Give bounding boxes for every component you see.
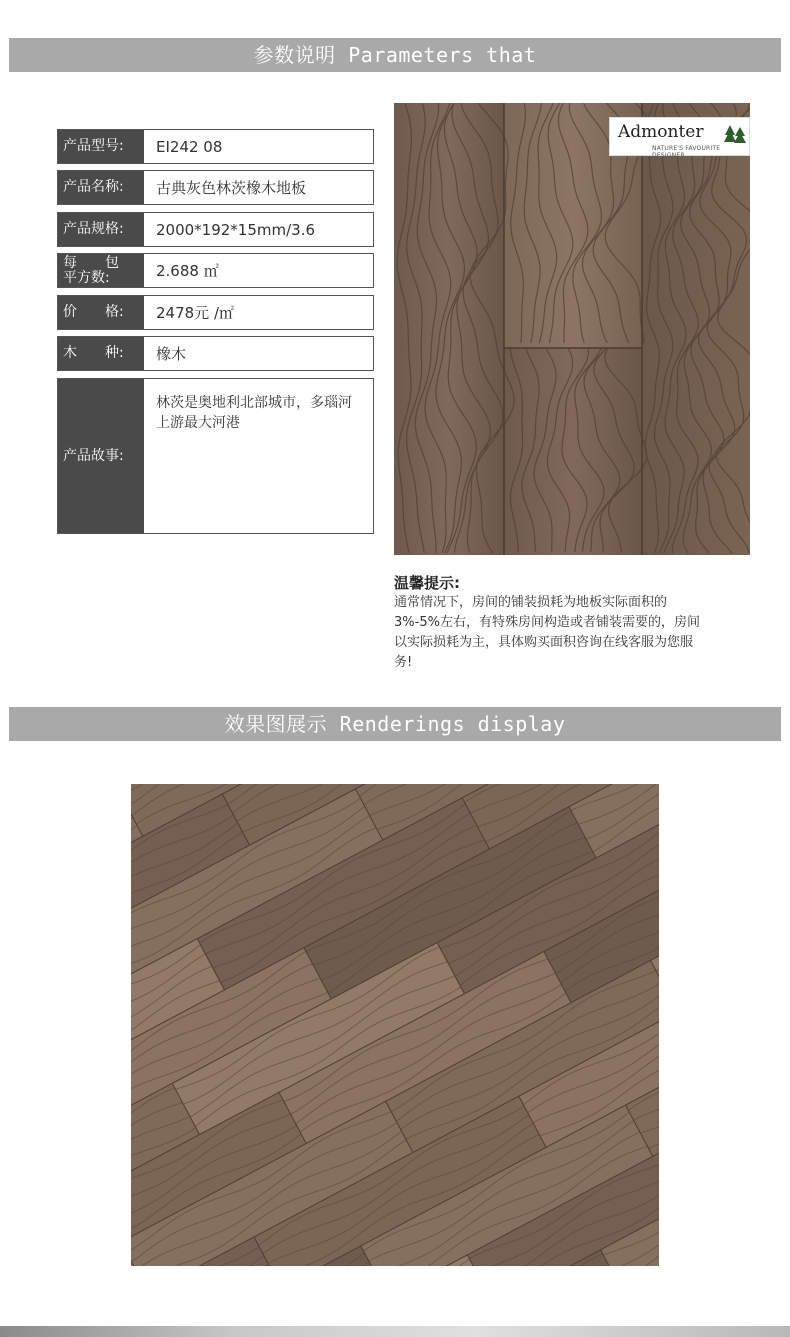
param-value: 2000*192*15mm/3.6 [156, 220, 316, 239]
brand-logo [609, 117, 750, 159]
param-label: 产品规格: [58, 213, 144, 246]
param-value: 古典灰色林茨橡木地板 [156, 179, 307, 197]
brand-name: Admonter [618, 122, 704, 142]
param-label-line1: 每 包 [63, 254, 119, 271]
param-value: 林茨是奥地利北部城市，多瑙河上游最大河港 [156, 395, 352, 431]
tip-body: 通常情况下，房间的铺装损耗为地板实际面积的3%-5%左右，有特殊房间构造或者铺装需要的，房间以实际损耗为主，具体购买面积咨询在线客服为您服务! [394, 595, 700, 670]
param-value: 2478元 /㎡ [156, 304, 234, 322]
param-label: 产品型号: [58, 130, 144, 163]
param-label [58, 254, 144, 287]
param-label: 价 格: [58, 296, 144, 329]
parameters-banner [9, 38, 781, 72]
product-wood-image [394, 103, 750, 555]
brand-tagline: NATURE'S FAVOURITE DESIGNER [652, 145, 721, 159]
param-row-spec [57, 212, 374, 247]
param-row-model [57, 129, 374, 164]
param-value: 2.688 ㎡ [156, 262, 219, 280]
renderings-banner [9, 707, 781, 741]
param-label: 产品故事: [58, 379, 144, 533]
param-label: 产品名称: [58, 171, 144, 204]
param-value: EI242 08 [156, 137, 223, 156]
pine-trees-icon [724, 123, 746, 145]
renderings-title-cn: 效果图展示 [224, 712, 328, 736]
parameters-title-cn: 参数说明 [253, 43, 336, 67]
tip-title: 温馨提示: [394, 574, 460, 592]
renderings-title-en: Renderings display [327, 712, 566, 736]
param-row-wood [57, 336, 374, 371]
parameters-title-en: Parameters that [335, 43, 537, 67]
param-row-name [57, 170, 374, 205]
param-label: 木 种: [58, 337, 144, 370]
param-row-story [57, 378, 374, 534]
footer-strip [0, 1326, 790, 1337]
param-row-area [57, 253, 374, 288]
param-label-line2: 平方数: [63, 269, 110, 286]
param-row-price [57, 295, 374, 330]
rendering-floor-image [131, 784, 659, 1266]
param-value: 橡木 [156, 345, 187, 363]
